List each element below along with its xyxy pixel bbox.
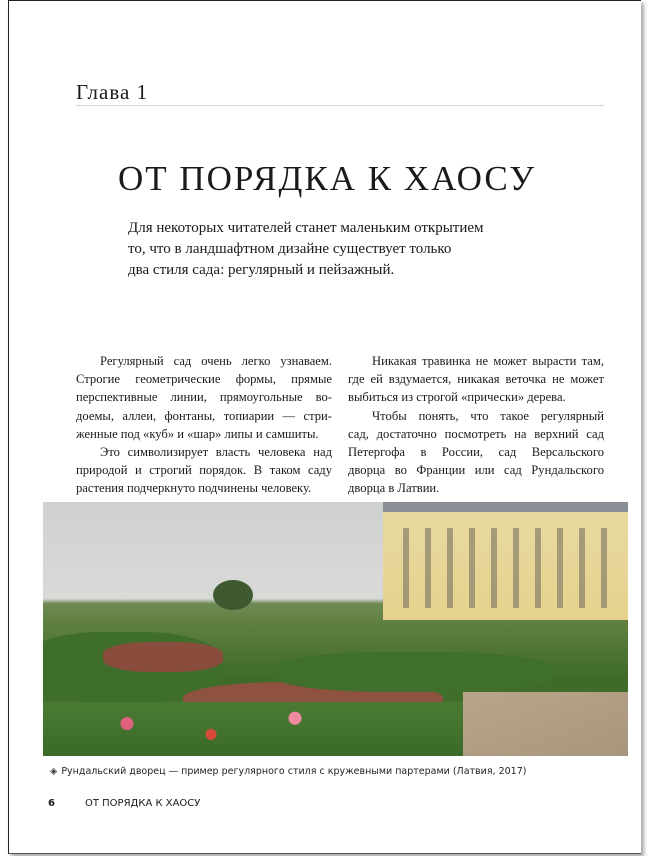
chapter-rule [76,105,604,106]
text-line: Петергофа в России, сад Версальского [348,445,604,460]
text-line: дворца во Франции или сад Рундальского [348,463,604,478]
text-line: дворца в Латвии. [348,481,440,496]
text-line: выбиться из строгой «прически» дерева. [348,390,566,405]
left-column [76,352,332,498]
text-line: перспективные линии, прямоугольные во- [76,390,332,405]
text-line: природой и строгий порядок. В таком саду [76,463,332,478]
intro-line: Для некоторых читателей станет маленьким открытием [128,220,484,236]
paragraph [348,407,604,498]
text-line: Регулярный сад очень легко узнаваем. [100,354,332,368]
text-line: Никакая травинка не может вырасти там, [372,354,604,368]
running-title: ОТ ПОРЯДКА К ХАОСУ [85,798,201,809]
chapter-title: ОТ ПОРЯДКА К ХАОСУ [117,159,537,199]
text-line: растения подчеркнуто подчинены человеку. [76,481,312,496]
photo-caption [50,766,526,777]
intro-line: два стиля сада: регулярный и пейзажный. [128,262,395,278]
chapter-label: Глава 1 [76,80,149,104]
text-line: где ей вздумается, никакая веточка не может [348,372,604,387]
paragraph [76,352,332,443]
text-line: доемы, аллеи, фонтаны, топиарии — стри- [76,408,332,423]
text-line: Это символизирует власть человека над [100,445,332,460]
palace-building [383,508,628,620]
right-column [348,352,604,498]
diamond-bullet-icon: ◈ [50,766,58,777]
rundale-palace-photo [43,502,628,756]
paragraph [348,352,604,407]
intro-line: то, что в ландшафтном дизайне существует только [128,241,452,257]
intro-paragraph [128,218,484,281]
text-line: женные под «куб» и «шар» липы и самшиты. [76,426,319,441]
caption-text: Рундальский дворец — пример регулярного стиля с кружевными партерами (Латвия, 2017) [61,766,527,777]
paragraph [76,443,332,498]
text-line: Строгие геометрические формы, прямые [76,372,332,387]
text-line: Чтобы понять, что такое регулярный [372,408,604,423]
page-number: 6 [48,798,55,809]
text-line: сад, достаточно посмотреть на верхний сад [348,426,604,441]
